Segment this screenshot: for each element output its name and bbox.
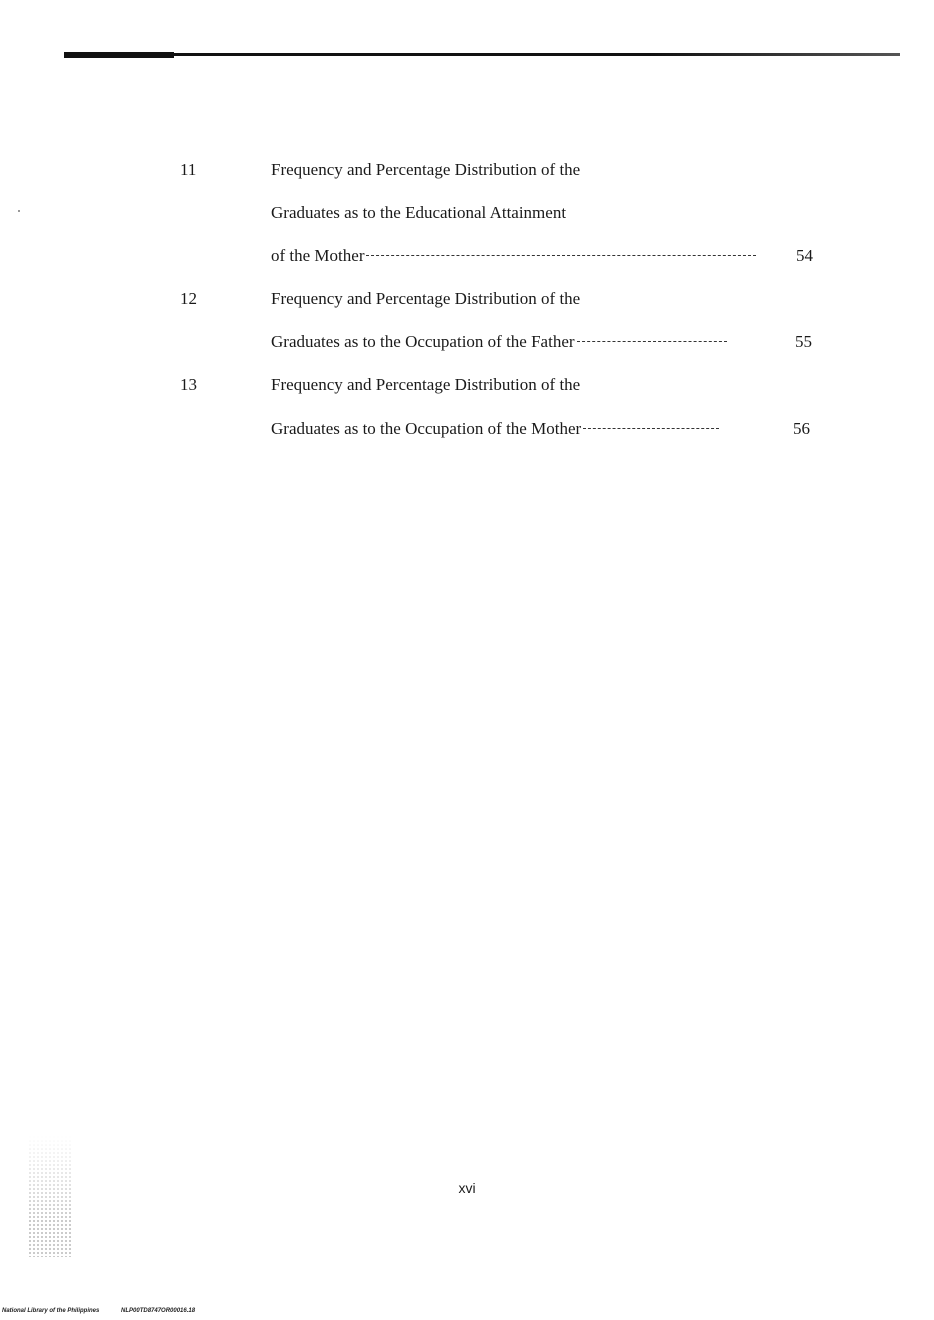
toc-entry-12-line-2 <box>0 330 934 354</box>
table-title-line: of the Mother <box>271 246 365 265</box>
library-name: National Library of the Philippines <box>2 1308 100 1314</box>
header-rule <box>64 53 900 56</box>
table-title-last-line <box>271 417 719 441</box>
toc-entry-13-line-1 <box>0 373 934 397</box>
toc-entry-13-line-2 <box>0 417 934 441</box>
scan-noise <box>28 1135 72 1257</box>
page-number: 54 <box>796 246 813 265</box>
table-title-last-line <box>271 244 756 268</box>
catalog-code: NLP00TD8747OR00016.18 <box>121 1308 196 1314</box>
table-number: 12 <box>180 289 197 308</box>
table-title-line: Frequency and Percentage Distribution of the <box>271 289 581 308</box>
table-title-line: Frequency and Percentage Distribution of the <box>271 375 581 394</box>
table-title-last-line <box>271 330 727 354</box>
dot-leader <box>366 254 756 256</box>
toc-entry-11-line-2 <box>0 201 934 225</box>
table-title-line: Graduates as to the Educational Attainment <box>271 203 567 222</box>
page-number: 56 <box>793 419 810 438</box>
library-watermark <box>2 1308 215 1314</box>
toc-entry-11-line-3 <box>0 244 934 268</box>
toc-entry-12-line-1 <box>0 287 934 311</box>
table-title-line: Graduates as to the Occupation of the Father <box>271 332 575 351</box>
folio-page-number: xvi <box>458 1180 476 1196</box>
dot-leader <box>583 427 719 429</box>
table-number: 13 <box>180 375 197 394</box>
table-title-line: Frequency and Percentage Distribution of the <box>271 160 581 179</box>
page-number: 55 <box>795 332 812 351</box>
dot-leader <box>577 340 727 342</box>
table-title-line: Graduates as to the Occupation of the Mother <box>271 419 582 438</box>
table-number: 11 <box>180 160 197 179</box>
toc-entry-11-line-1 <box>0 158 934 182</box>
